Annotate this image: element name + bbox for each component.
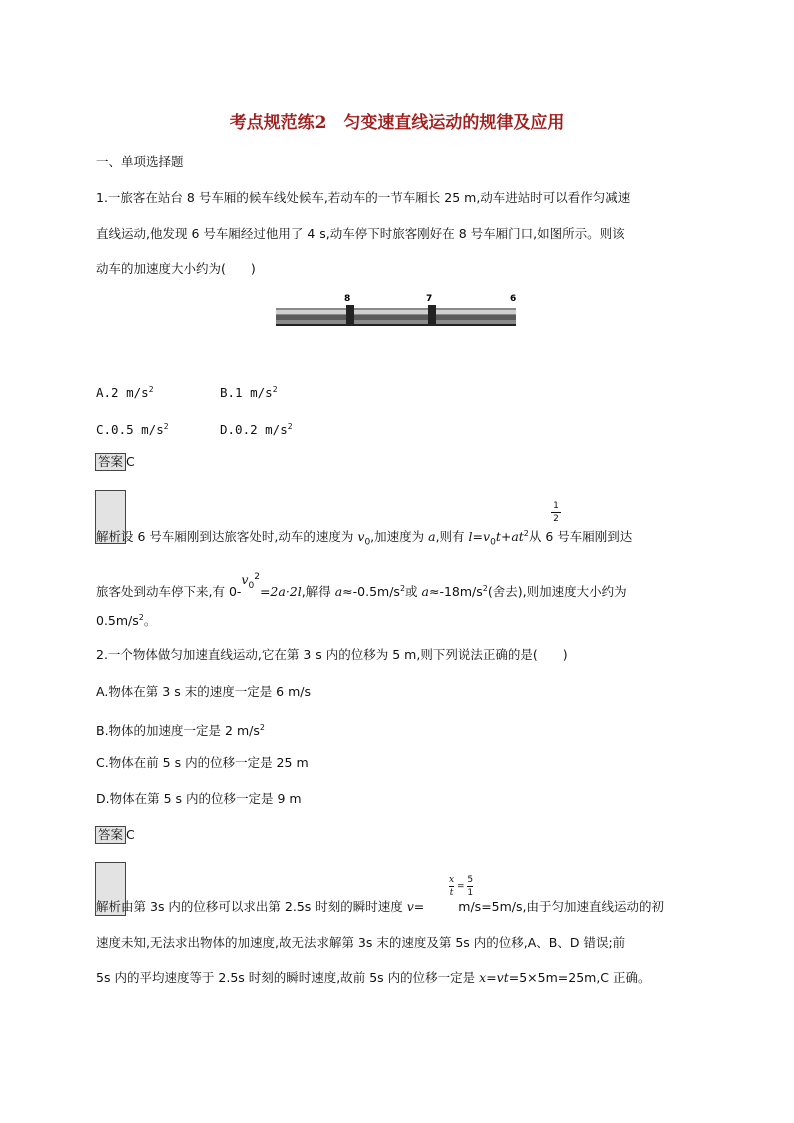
answer-label-box: 答案 bbox=[95, 826, 126, 844]
q2-answer bbox=[95, 825, 135, 845]
q2-answer-value: C bbox=[126, 827, 135, 842]
car-label-8: 8 bbox=[344, 294, 351, 304]
q1-stem-line2: 直线运动,他发现 6 号车厢经过他用了 4 s,动车停下时旅客刚好在 8 号车厢门口,如图所示。则该 bbox=[96, 226, 625, 241]
q2-explanation-line3: 5s 内的平均速度等于 2.5s 时刻的瞬时速度,故前 5s 内的位移一定是 x=vt=5×5m=25m,C 正确。 bbox=[96, 970, 651, 985]
page-title: 考点规范练2 匀变速直线运动的规律及应用 bbox=[229, 113, 565, 133]
q1-answer bbox=[95, 452, 135, 472]
q1-answer-value: C bbox=[126, 454, 135, 469]
q1-explanation-line1: 解析设 6 号车厢刚到达旅客处时,动车的速度为 $v_0$,加速度为 a,则有 $l=v_0t+at^2$从 6 号车厢刚到达 bbox=[96, 529, 633, 548]
train-drawing bbox=[276, 292, 516, 328]
q1-explanation-line3: $0.5m/s^2$。 bbox=[96, 613, 157, 629]
q1-half-fraction: 1 2 bbox=[551, 500, 561, 525]
train-windows bbox=[276, 315, 516, 320]
q1-option-d: D.0.2 $m/s^2$ bbox=[220, 422, 293, 438]
q2-option-b: B.物体的加速度一定是 2 $m/s^2$ bbox=[96, 723, 265, 739]
q2-option-c: C.物体在前 5 s 内的位移一定是 25 m bbox=[96, 755, 309, 770]
q1-explanation-line2: 旅客处到动车停下来,有 $0-v_0^2=2a\cdot 2l$,解得 $a\approx-0.5m/s^2$或 $a\approx-18m/s^2$(舍去),则加速度大小约为 bbox=[96, 572, 627, 600]
car-label-7: 7 bbox=[426, 294, 433, 304]
q2-option-a: A.物体在第 3 s 末的速度一定是 6 m/s bbox=[96, 684, 311, 699]
q2-option-d: D.物体在第 5 s 内的位移一定是 9 m bbox=[96, 791, 302, 806]
q1-option-a: A.2 $m/s^2$ bbox=[96, 385, 154, 401]
q1-option-b: B.1 $m/s^2$ bbox=[220, 385, 278, 401]
q1-stem-line3: 动车的加速度大小约为( ) bbox=[96, 261, 256, 276]
q1-explanation-label: 解析 bbox=[96, 529, 122, 545]
train-roof bbox=[276, 310, 516, 314]
car-label-6: 6 bbox=[510, 294, 516, 304]
q2-stem: 2.一个物体做匀加速直线运动,它在第 3 s 内的位移为 5 m,则下列说法正确的是( ) bbox=[96, 647, 568, 662]
q2-explanation-line2: 速度未知,无法求出物体的加速度,故无法求解第 3s 末的速度及第 5s 内的位移,A、B、D 错误;前 bbox=[96, 935, 626, 950]
car-door-8 bbox=[346, 305, 354, 325]
section-heading: 一、单项选择题 bbox=[96, 154, 184, 169]
car-door-7 bbox=[428, 305, 436, 325]
q1-option-c: C.0.5 $m/s^2$ bbox=[96, 422, 169, 438]
answer-label-box: 答案 bbox=[95, 453, 126, 471]
q1-stem-line1: 1.一旅客在站台 8 号车厢的候车线处候车,若动车的一节车厢长 25 m,动车进站时可以看作匀减速 bbox=[96, 190, 631, 205]
q2-explanation-label: 解析 bbox=[96, 899, 122, 914]
q2-fraction: $\frac{x}{t}$ = $\frac{5}{1}$ bbox=[449, 875, 474, 898]
q2-explanation-line1: 解析由第 3s 内的位移可以求出第 2.5s 时刻的瞬时速度 v= m/s=5m/s,由于匀加速直线运动的初 bbox=[96, 899, 664, 914]
train-figure bbox=[276, 292, 516, 328]
